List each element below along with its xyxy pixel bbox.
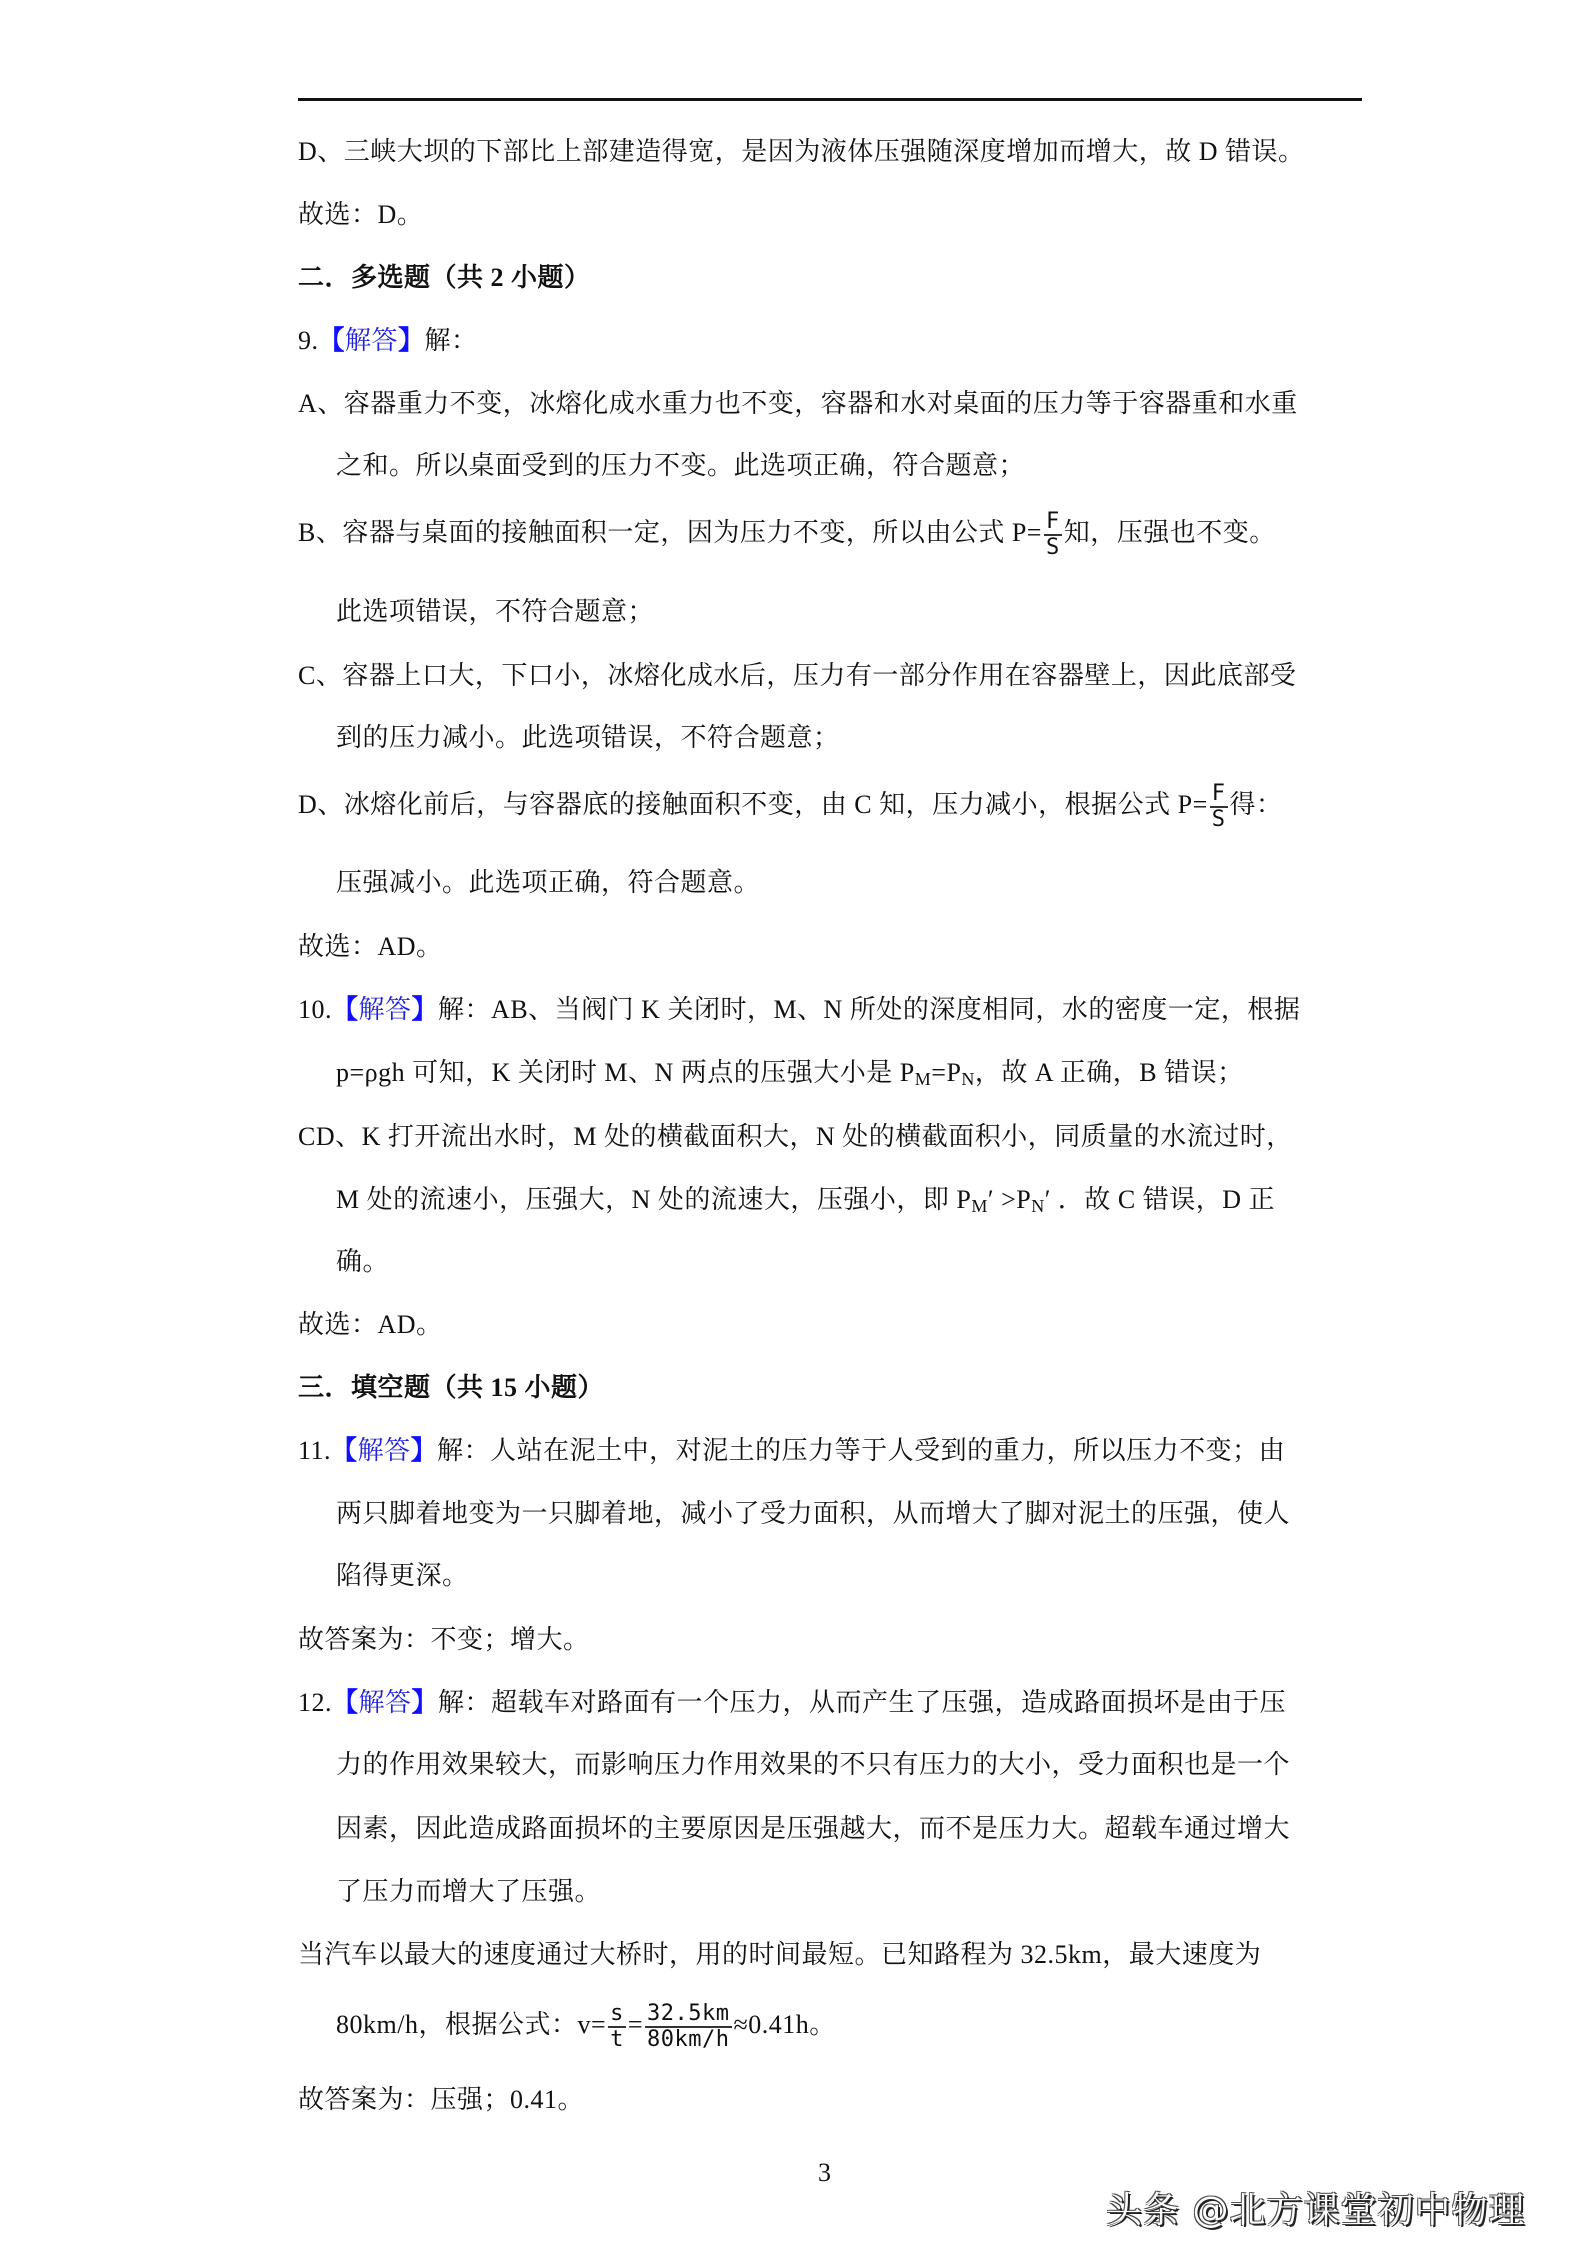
- question-number: 9.: [298, 326, 319, 355]
- q12-line-2: 力的作用效果较大，而影响压力作用效果的不只有压力的大小，受力面积也是一个: [336, 1750, 1291, 1779]
- q11-header: 11.【解答】解：人站在泥土中，对泥土的压力等于人受到的重力，所以压力不变；由: [298, 1436, 1286, 1465]
- q12-line-3: 因素，因此造成路面损坏的主要原因是压强越大，而不是压力大。超载车通过增大: [336, 1814, 1291, 1843]
- answer-8d-text: D、三峡大坝的下部比上部建造得宽，是因为液体压强随深度增加而增大，故 D 错误。: [298, 137, 1305, 166]
- q9-option-b: B、容器与桌面的接触面积一定，因为压力不变，所以由公式 P= $\frac{F}{S}$ 知，压强也不变。: [298, 509, 1276, 560]
- q11-line-2: 两只脚着地变为一只脚着地，减小了受力面积，从而增大了脚对泥土的压强，使人: [336, 1499, 1291, 1528]
- q12-line-4: 了压力而增大了压强。: [336, 1877, 602, 1906]
- q10-option-cd: CD、K 打开流出水时，M 处的横截面积大，N 处的横截面积小，同质量的水流过时，: [298, 1122, 1293, 1151]
- q9-option-a-cont: 之和。所以桌面受到的压力不变。此选项正确，符合题意；: [336, 451, 1026, 480]
- q10-line-2: p=ρgh 可知，K 关闭时 M、N 两点的压强大小是 $P_M=P_N$，故 A 正确，B 错误；: [336, 1058, 1244, 1089]
- formula-fraction: $\frac{F}{S}$: [1045, 509, 1060, 560]
- q12-line-5: 当汽车以最大的速度通过大桥时，用的时间最短。已知路程为 32.5km，最大速度为: [298, 1940, 1262, 1969]
- q9-option-c-cont: 到的压力减小。此选项错误，不符合题意；: [336, 723, 840, 752]
- q10-choice: 故选：AD。: [298, 1310, 443, 1339]
- q10-option-cd-end: 确。: [336, 1247, 390, 1276]
- section-heading-multiple-choice: 二．多选题（共 2 小题）: [298, 263, 591, 292]
- section-heading-fill-in: 三．填空题（共 15 小题）: [298, 1373, 605, 1402]
- q12-header: 12.【解答】解：超载车对路面有一个压力，从而产生了压强，造成路面损坏是由于压: [298, 1688, 1287, 1717]
- formula-fraction: $\frac{F}{S}$: [1211, 781, 1226, 832]
- q9-option-d: D、冰熔化前后，与容器底的接触面积不变，由 C 知，压力减小，根据公式 P= $\frac{F}{S}$ 得：: [298, 781, 1283, 832]
- q12-formula-line: 80km/h，根据公式：v= $\frac{s}{t}$ = $\frac{32.5km}{80km/h}$ ≈0.41h。: [336, 2001, 836, 2052]
- q11-line-3: 陷得更深。: [336, 1561, 469, 1590]
- q9-header: 9.【解答】解：: [298, 326, 478, 355]
- q10-option-cd-cont: M 处的流速小，压强大，N 处的流速大，压强小，即 $P_M' >P_N'$ ．故 C 错误，D 正: [336, 1185, 1275, 1216]
- q11-answer: 故答案为：不变；增大。: [298, 1625, 590, 1654]
- answer-tag: 【解答】: [331, 1436, 438, 1465]
- watermark: 头条 @北方课堂初中物理: [1106, 2190, 1526, 2231]
- q9-option-c: C、容器上口大，下口小，冰熔化成水后，压力有一部分作用在容器壁上，因此底部受: [298, 661, 1297, 690]
- formula-fraction: $\frac{32.5km}{80km/h}$: [647, 2001, 730, 2052]
- q8-choice: 故选：D。: [298, 200, 424, 229]
- page-number: 3: [818, 2158, 831, 2187]
- formula-fraction: $\frac{s}{t}$: [610, 2001, 624, 2052]
- q12-answer: 故答案为：压强；0.41。: [298, 2085, 585, 2114]
- q9-option-b-cont: 此选项错误，不符合题意；: [336, 597, 655, 626]
- q9-choice: 故选：AD。: [298, 932, 443, 961]
- answer-tag: 【解答】: [318, 326, 425, 355]
- q9-option-a: A、容器重力不变，冰熔化成水重力也不变，容器和水对桌面的压力等于容器重和水重: [298, 389, 1298, 418]
- answer-tag: 【解答】: [332, 1688, 439, 1717]
- q9-option-d-cont: 压强减小。此选项正确，符合题意。: [336, 868, 761, 897]
- q10-header: 10.【解答】解：AB、当阀门 K 关闭时，M、N 所处的深度相同，水的密度一定，根据: [298, 995, 1301, 1024]
- header-rule: [298, 98, 1362, 101]
- answer-tag: 【解答】: [332, 995, 439, 1024]
